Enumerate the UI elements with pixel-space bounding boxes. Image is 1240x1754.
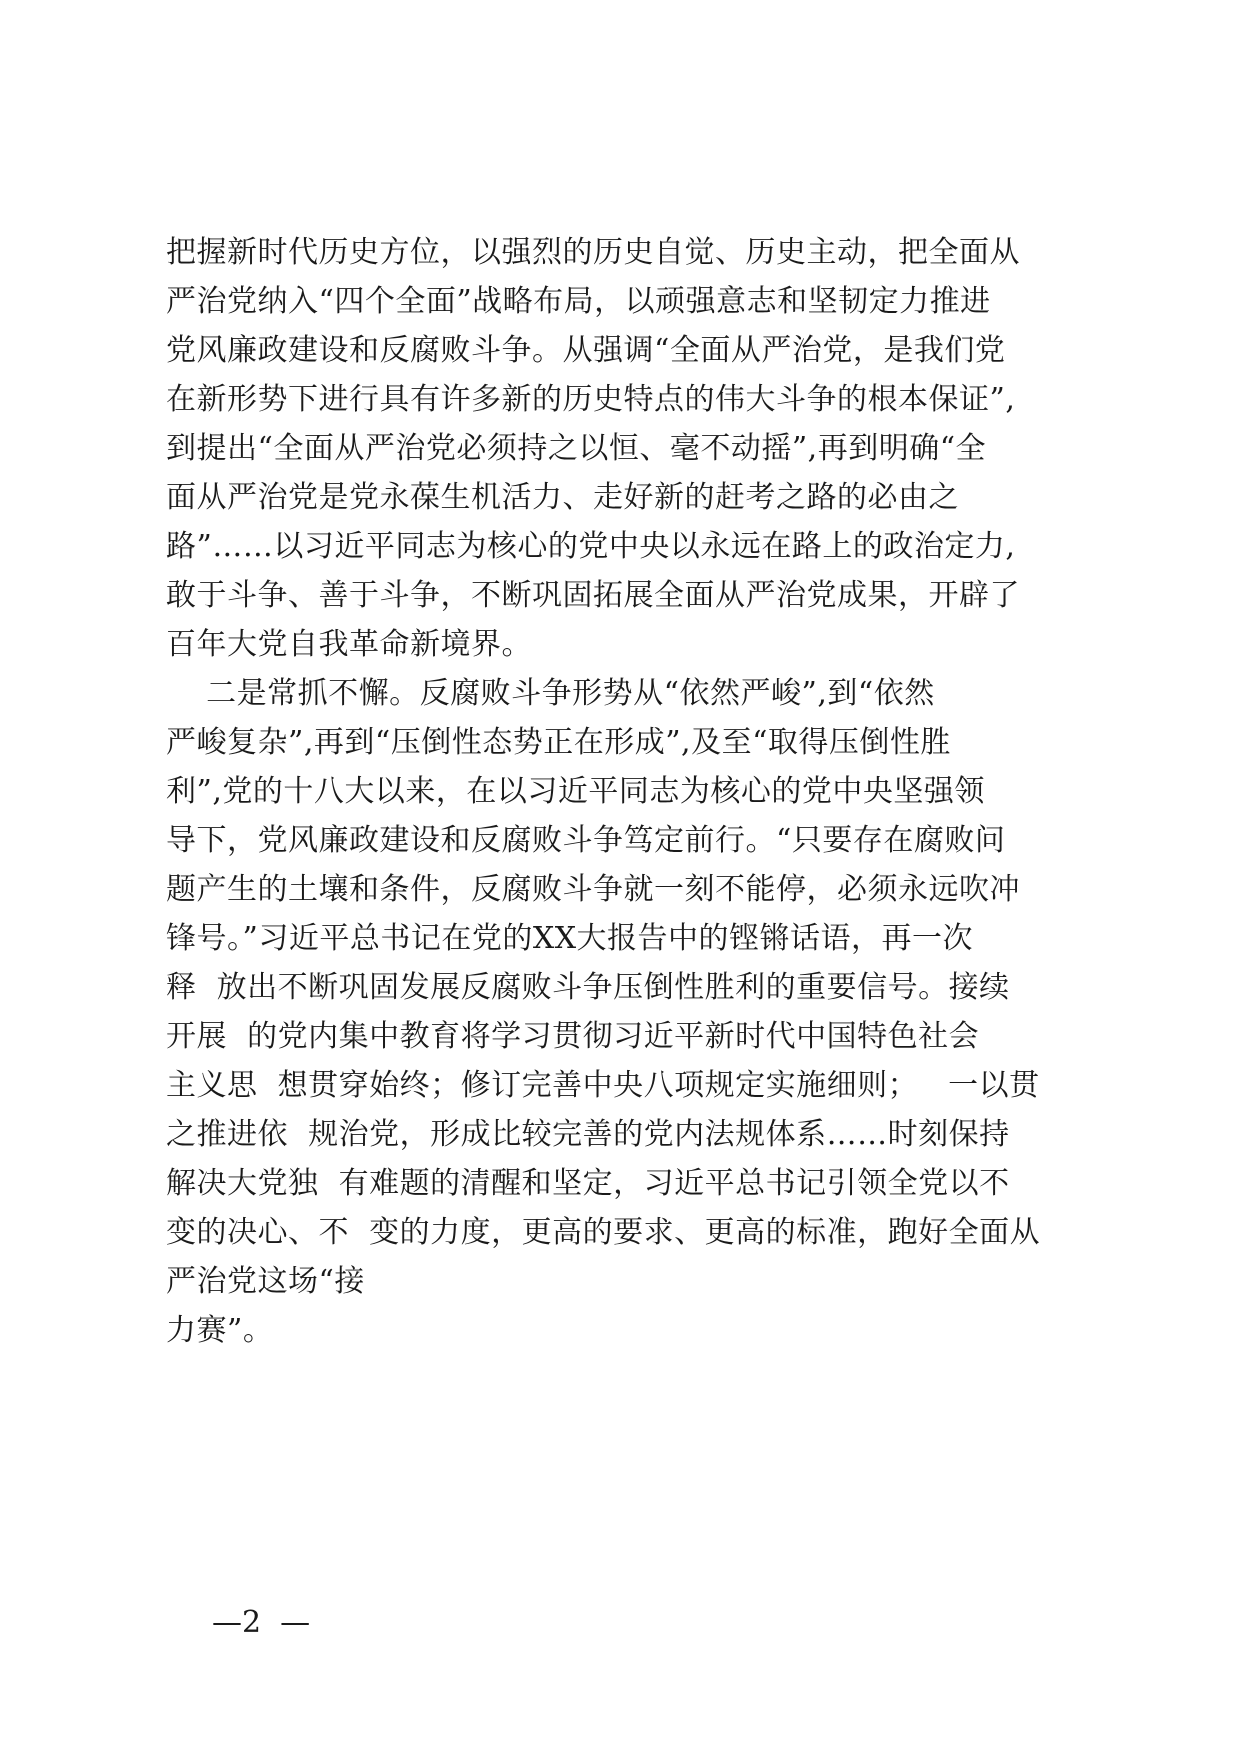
text-line: 开展 的党内集中教育将学习贯彻习近平新时代中国特色社会 (166, 1019, 980, 1054)
text-line: 利”,党的十八大以来，在以习近平同志为核心的党中央坚强领 (166, 774, 985, 809)
text-line: 变的决心、不 变的力度，更高的要求、更高的标准，跑好全面从 (166, 1215, 1041, 1250)
text-line: 路”……以习近平同志为核心的党中央以永远在路上的政治定力, (166, 529, 1016, 564)
text-line: 释 放出不断巩固发展反腐败斗争压倒性胜利的重要信号。接续 (166, 970, 1010, 1005)
text-line: 在新形势下进行具有许多新的历史特点的伟大斗争的根本保证”, (166, 382, 1016, 417)
text-line: 到提出“全面从严治党必须持之以恒、毫不动摇”,再到明确“全 (166, 431, 987, 466)
text-line: 严治党纳入“四个全面”战略布局，以顽强意志和坚韧定力推进 (166, 284, 991, 319)
text-line: 党风廉政建设和反腐败斗争。从强调“全面从严治党，是我们党 (166, 333, 1006, 368)
text-line: 力赛”。 (166, 1313, 274, 1348)
text-line: 面从严治党是党永葆生机活力、走好新的赶考之路的必由之 (166, 480, 959, 515)
text-line: 锋号。”习近平总书记在党的XX大报告中的铿锵话语，再一次 (166, 921, 974, 956)
text-line: 题产生的土壤和条件，反腐败斗争就一刻不能停，必须永远吹冲 (166, 872, 1020, 907)
page-number: —2 — (212, 1605, 311, 1640)
text-line: 解决大党独 有难题的清醒和坚定，习近平总书记引领全党以不 (166, 1166, 1010, 1201)
text-line: 敢于斗争、善于斗争，不断巩固拓展全面从严治党成果，开辟了 (166, 578, 1020, 613)
text-line: 导下，党风廉政建设和反腐败斗争笃定前行。“只要存在腐败问 (166, 823, 1006, 858)
text-line: 二是常抓不懈。反腐败斗争形势从“依然严峻”,到“依然 (166, 676, 935, 711)
text-line: 严峻复杂”,再到“压倒性态势正在形成”,及至“取得压倒性胜 (166, 725, 951, 760)
text-line: 严治党这场“接 (166, 1264, 365, 1299)
text-line: 把握新时代历史方位，以强烈的历史自觉、历史主动，把全面从 (166, 235, 1020, 270)
text-line: 主义思 想贯穿始终；修订完善中央八项规定实施细则； 一以贯 (166, 1068, 1040, 1103)
text-line: 百年大党自我革命新境界。 (166, 627, 532, 662)
text-line: 之推进依 规治党，形成比较完善的党内法规体系……时刻保持 (166, 1117, 1010, 1152)
body-text (166, 228, 1086, 1355)
